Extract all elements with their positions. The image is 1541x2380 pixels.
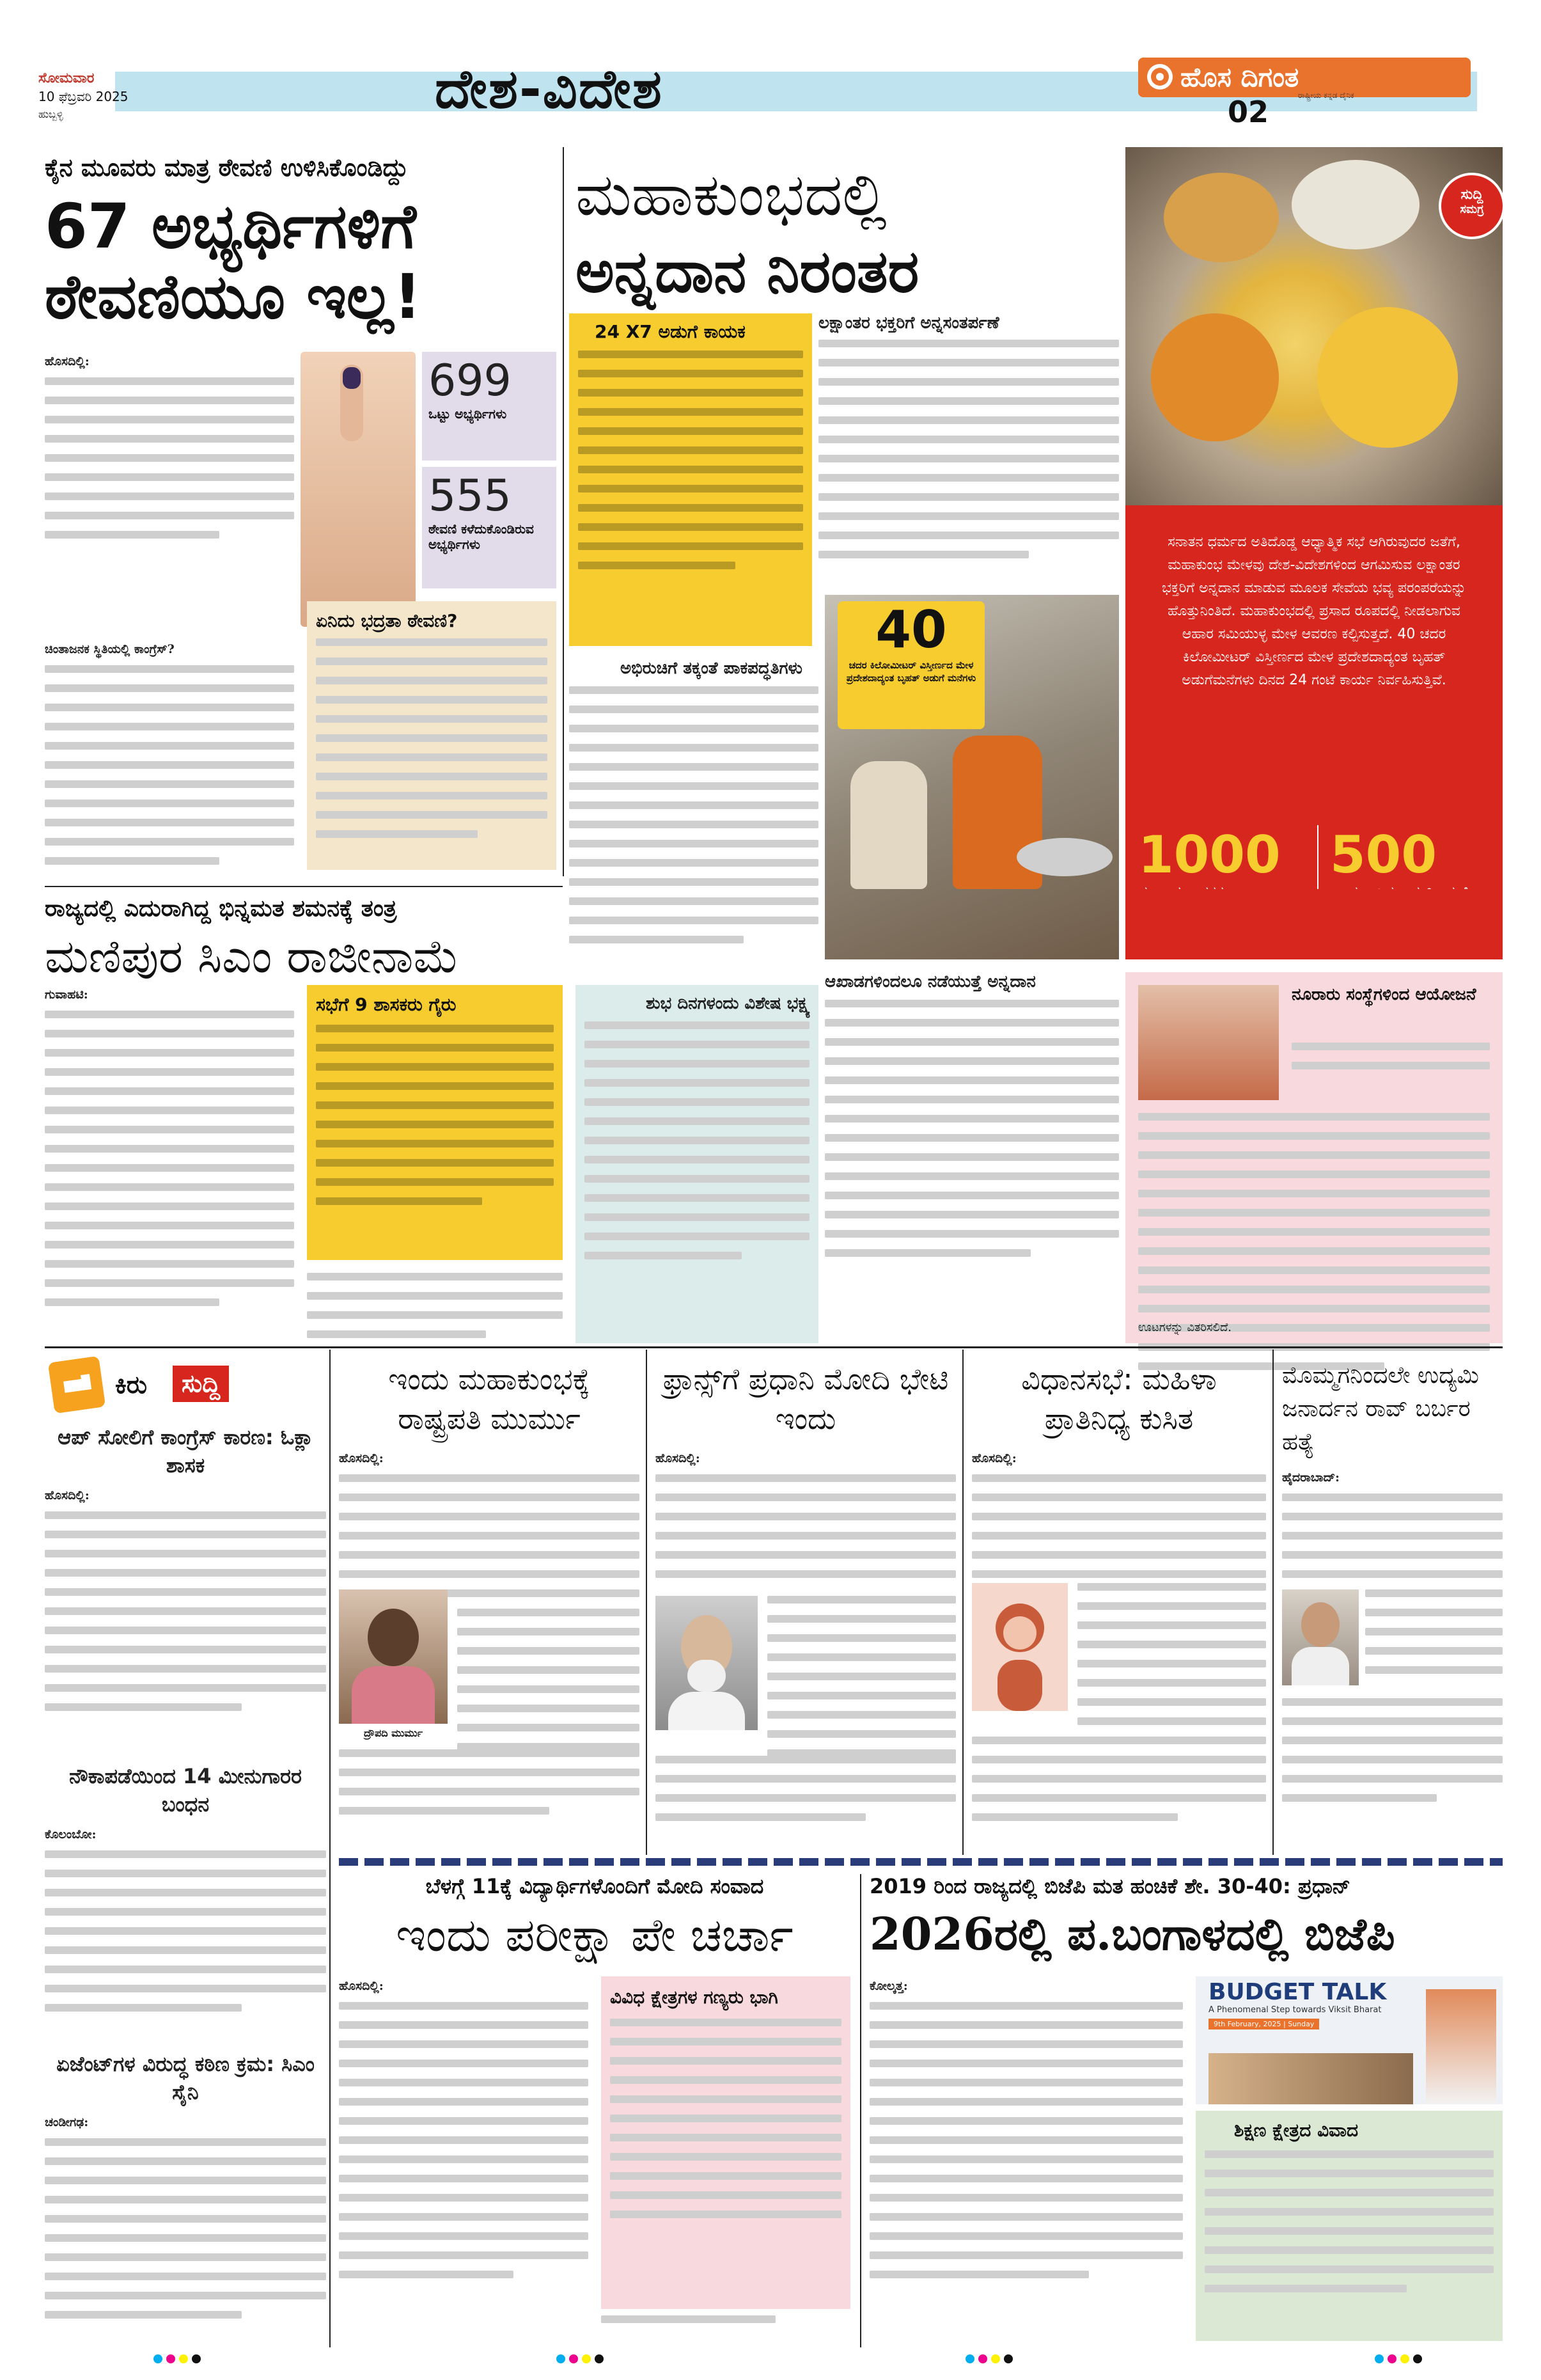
delhi-story [45,154,556,876]
pointing-hand-icon [48,1356,106,1414]
registration-dots-far [1375,2354,1426,2366]
suddi-label: ಸುದ್ದಿ [173,1366,229,1402]
masthead [38,58,1503,128]
telangana-dateline: ಹೈದರಾಬಾದ್: [1282,1470,1340,1485]
date-block [38,70,192,121]
education-box-title: ಶಿಕ್ಷಣ ಕ್ಷೇತ್ರದ ವಿವಾದ [1234,2120,1359,2141]
women-body-2 [1077,1583,1266,1737]
registration-dots-left [153,2354,205,2366]
kiru-divider [329,1350,331,2347]
divider-h1 [45,886,563,887]
forty-number: 40 [875,600,947,659]
organisations-box [1125,972,1503,1343]
absent-box-title: ಸಭೆಗೆ 9 ಶಾಸಕರು ಗೈರು [316,994,457,1015]
france-body [655,1449,956,1589]
stat-1-label: ಒಟ್ಟು ಅಭ್ಯರ್ಥಿಗಳು [428,406,507,422]
kiru-item-3 [45,2050,326,2330]
kiru-item-1-title: ಆಪ್ ಸೋಲಿಗೆ ಕಾಂಗ್ರೆಸ್ ಕಾರಣ: ಓಕ್ಲಾ ಶಾಸಕ [58,1425,313,1478]
telangana-body [1282,1468,1503,1589]
pink-box-title: ನೂರಾರು ಸಂಸ್ಥೆಗಳಿಂದ ಆಯೋಜನೆ [1292,985,1476,1004]
registration-dots-right [966,2354,1017,2366]
manipur-col2-end [307,1273,563,1350]
delhi-headline-line2: ಠೇವಣಿಯೂ ಇಲ್ಲ! [45,261,422,333]
murmu-story [339,1353,639,1852]
kiru-suddi-column [45,1353,326,2338]
col-divider-c [1272,1350,1274,1855]
bengal-headline: 2026ರಲ್ಲಿ ಪ.ಬಂಗಾಳದಲ್ಲಿ ಬಿಜೆಪಿ [870,1907,1395,1960]
women-body [972,1449,1266,1589]
stat-1000-number: 1000 [1138,825,1281,885]
kiru-item-2-title: ನೌಕಾಪಡೆಯಿಂದ 14 ಮೀನುಗಾರರ ಬಂಧನ [69,1764,302,1817]
kumbh-col2-top [818,313,1119,570]
crowd-image [1138,985,1279,1100]
samagra-badge [1439,173,1505,239]
women-story [972,1353,1266,1852]
kumbh-col2-title: ಲಕ್ಷಾಂತರ ಭಕ್ತರಿಗೆ ಅನ್ನಸಂತರ್ಪಣೆ [818,313,999,333]
red-box-text: ಸನಾತನ ಧರ್ಮದ ಅತಿದೊಡ್ಡ ಆಧ್ಯಾತ್ಮಿಕ ಸಭೆ ಆಗಿರುವುದರ ಜತೆಗೆ, ಮಹಾಕುಂಭ ಮೇಳವು ದೇಶ-ವಿದೇಶಗಳಿಂದ ಆಗಮಿಸುವ ಲಕ್ಷಾಂತರ ಭಕ್ತರಿಗೆ ಅನ್ನದಾನ ಮಾಡುವ ಮೂಲಕ ಸೇವೆಯ ಭವ್ಯ ಪರಂಪರೆಯನ್ನು ಹೊತ್ತುನಿಂತಿದೆ. ಮಹಾಕುಂಭದಲ್ಲಿ ಪ್ರಸಾದ ರೂಪದಲ್ಲಿ ನೀಡಲಾಗುವ ಆಹಾರ ಸಮಿಯುಳ್ಳ ಮೇಳ ಆವರಣ ಕಲ್ಪಿಸುತ್ತದೆ. 40 ಚದರ ಕಿಲೋಮೀಟರ್ ವಿಸ್ತೀರ್ಣದ ಮೇಳ ಪ್ರದೇಶದಾದ್ಯಂತ ಬೃಹತ್ ಅಡುಗೆಮನೆಗಳು ದಿನದ 24 ಗಂಟೆ ಕಾರ್ಯ ನಿರ್ವಹಿಸುತ್ತಿವೆ. [1161,534,1467,688]
manipur-story [45,895,563,1343]
pariksha-headline: ಇಂದು ಪರೀಕ್ಷಾ ಪೇ ಚರ್ಚಾ [396,1908,794,1962]
modi-france-story [655,1353,956,1852]
rao-photo [1282,1589,1359,1685]
banner-title: BUDGET TALK [1209,1979,1387,2005]
manipur-kicker: ರಾಜ್ಯದಲ್ಲಿ ಎದುರಾಗಿದ್ದ ಭಿನ್ನಮತ ಶಮನಕ್ಕೆ ತಂತ್ರ [45,895,397,922]
women-dateline: ಹೊಸದಿಲ್ಲಿ: [972,1451,1017,1465]
deposit-box-title: ಏನಿದು ಭದ್ರತಾ ಠೇವಣಿ? [316,610,458,631]
stat-box-1 [422,352,556,461]
france-dateline: ಹೊಸದಿಲ್ಲಿ: [655,1451,700,1465]
kitchen-247-box [569,313,812,646]
kumbh-headline-line2: ಅನ್ನದಾನ ನಿರಂತರ [575,237,919,306]
kiru-item-1-dateline: ಹೊಸದಿಲ್ಲಿ: [45,1488,90,1502]
pariksha-kicker: ಬೆಳಗ್ಗೆ 11ಕ್ಕೆ ವಿದ್ಯಾರ್ಥಿಗಳೊಂದಿಗೆ ಮೋದಿ ಸಂವಾದ [425,1874,764,1898]
stat-500-number: 500 [1330,825,1437,885]
special-dish-box [575,985,818,1343]
france-body-2 [767,1596,956,1769]
dignitaries-box-title: ವಿವಿಧ ಕ್ಷೇತ್ರಗಳ ಗಣ್ಯರು ಭಾಗಿ [610,1987,778,2008]
col-divider-d [860,1874,861,2347]
delhi-kicker: ಕೈನ ಮೂವರು ಮಾತ್ರ ಠೇವಣಿ ಉಳಿಸಿಕೊಂಡಿದ್ದು [45,154,409,182]
budget-talk-image [1196,1976,1503,2104]
delhi-dateline: ಹೊಸದಿಲ್ಲಿ: [45,354,90,368]
murmu-headline: ಇಂದು ಮಹಾಕುಂಭಕ್ಕೆ ರಾಷ್ಟ್ರಪತಿ ಮುರ್ಮು [388,1362,590,1436]
manipur-dateline: ಗುವಾಹಟಿ: [45,988,88,1002]
paper-tagline: ರಾಷ್ಟ್ರೀಯ ಕನ್ನಡ ದೈನಿಕ [1298,91,1354,100]
stat-2-number: 555 [428,471,512,521]
column-divider [563,147,564,876]
badge-line2: ಸಮಗ್ರ [1460,203,1484,216]
manipur-col1 [45,985,294,1318]
kiru-item-3-dateline: ಚಂಡೀಗಢ: [45,2115,89,2129]
education-box [1196,2111,1503,2341]
kumbh-col1-mid [569,652,818,955]
section-title: ದೇಶ-ವಿದೇಶ [435,58,663,120]
absent-mla-box [307,985,563,1260]
stat-1-number: 699 [428,356,512,406]
delhi-headline-line1: 67 ಅಭ್ಯರ್ಥಿಗಳಿಗೆ [45,191,416,262]
paper-logo [1138,58,1471,100]
registration-dots-mid [556,2354,607,2366]
bengal-kicker: 2019 ರಿಂದ ರಾಜ್ಯದಲ್ಲಿ ಬಿಜೆಪಿ ಮತ ಹಂಚಿಕೆ ಶೇ. 30-40: ಪ್ರಧಾನ್ [870,1874,1351,1898]
col-divider-b [962,1350,964,1855]
kumbh-headline-line1: ಮಹಾಕುಂಭದಲ್ಲಿ [575,161,887,229]
kiru-label: ಕಿರು [115,1371,147,1399]
forty-km-badge [838,601,985,729]
telangana-story [1282,1353,1503,1852]
kiru-item-2-dateline: ಕೊಲಂಬೋ: [45,1827,97,1841]
city-label: ಹುಬ್ಬಳ್ಳಿ [38,108,63,120]
pariksha-body [339,1976,588,2290]
badge-line1: ಸುದ್ದಿ [1460,187,1483,203]
voting-finger-image [301,352,416,627]
modi-photo [655,1596,758,1730]
bengal-dateline: ಕೋಲ್ಕತ್ತ: [870,1979,908,1993]
murmu-dateline: ಹೊಸದಿಲ್ಲಿ: [339,1451,384,1465]
day-label: ಸೋಮವಾರ [38,70,95,86]
pariksha-dateline: ಹೊಸದಿಲ್ಲಿ: [339,1979,384,1993]
murmu-body [339,1449,639,1609]
pink-box-end: ಊಟಗಳನ್ನು ವಿತರಿಸಲಿದೆ. [1138,1321,1232,1334]
murmu-photo-caption: ದ್ರೌಪದಿ ಮುರ್ಮು [363,1727,423,1739]
telangana-headline: ಮೊಮ್ಮಗನಿಂದಲೇ ಉದ್ಯಮಿ ಜನಾರ್ದನ ರಾವ್ ಬರ್ಬರ ಹತ್ಯೆ [1282,1362,1479,1455]
delhi-lead-text [45,352,294,550]
bengal-body [870,1976,1183,2290]
delhi-subhead: ಚಿಂತಾಜನಕ ಸ್ಥಿತಿಯಲ್ಲಿ ಕಾಂಗ್ರೆಸ್? [45,642,175,656]
banner-subtitle: A Phenomenal Step towards Viksit Bharat [1209,2005,1382,2015]
kumbh-subhead-1: ಅಭಿರುಚಿಗೆ ತಕ್ಕಂತೆ ಪಾಕಪದ್ಧತಿಗಳು [620,659,802,678]
murmu-body-2 [457,1589,639,1762]
stat-2-label: ಠೇವಣಿ ಕಳೆದುಕೊಂಡಿರುವ ಅಭ್ಯರ್ಥಿಗಳು [428,521,534,552]
col-divider-a [646,1350,647,1855]
kumbh-subhead-2: ಶುಭ ದಿನಗಳಂದು ವಿಶೇಷ ಭಕ್ಷ್ಯ [646,994,811,1013]
france-headline: ಫ್ರಾನ್ಸ್‌ಗೆ ಪ್ರಧಾನಿ ಮೋದಿ ಭೇಟಿ ಇಂದು [662,1362,949,1436]
deposit-box [307,601,556,870]
manipur-headline: ಮಣಿಪುರ ಸಿಎಂ ರಾಜೀನಾಮೆ [45,929,459,983]
akhada-col [825,972,1119,1268]
divider-stripe [339,1858,1503,1866]
kitchen-box-title: 24 X7 ಅಡುಗೆ ಕಾಯಕ [595,321,746,342]
kiru-item-1 [45,1423,326,1722]
dignitaries-box [601,1976,850,2309]
paper-name: ಹೊಸ ದಿಗಂತ [1180,61,1299,93]
pariksha-story [339,1874,850,2341]
banner-date: 9th February, 2025 | Sunday [1209,2019,1319,2029]
forty-label: ಚದರ ಕಿಲೋಮೀಟರ್ ವಿಸ್ತೀರ್ಣದ ಮೇಳ ಪ್ರದೇಶದಾದ್ಯಂತ ಬೃಹತ್ ಅಡುಗೆ ಮನೆಗಳು [846,659,976,684]
kumbh-story [569,147,1503,1350]
kumbh-subhead-3: ಆಖಾಡಗಳಿಂದಲೂ ನಡೆಯುತ್ತೆ ಅನ್ನದಾನ [825,972,1036,991]
kiru-item-3-title: ಏಜೆಂಟ್‌ಗಳ ವಿರುದ್ಧ ಕಠಿಣ ಕ್ರಮ: ಸಿಎಂ ಸೈನಿ [56,2052,315,2104]
kiru-header [45,1359,326,1410]
delhi-body-col1 [45,640,294,876]
divider-h2 [45,1346,1503,1348]
stat-box-2 [422,467,556,588]
woman-illustration [972,1583,1068,1711]
kumbh-red-box [1125,505,1503,889]
murmu-photo [339,1589,448,1724]
kiru-item-2 [45,1762,326,2023]
bengal-story [870,1874,1503,2341]
women-headline: ವಿಧಾನಸಭೆ: ಮಹಿಳಾ ಪ್ರಾತಿನಿಧ್ಯ ಕುಸಿತ [1021,1362,1217,1436]
logo-icon [1147,64,1173,90]
page-number: 02 [1228,95,1269,129]
date-label: 10 ಫೆಬ್ರವರಿ 2025 [38,89,129,104]
